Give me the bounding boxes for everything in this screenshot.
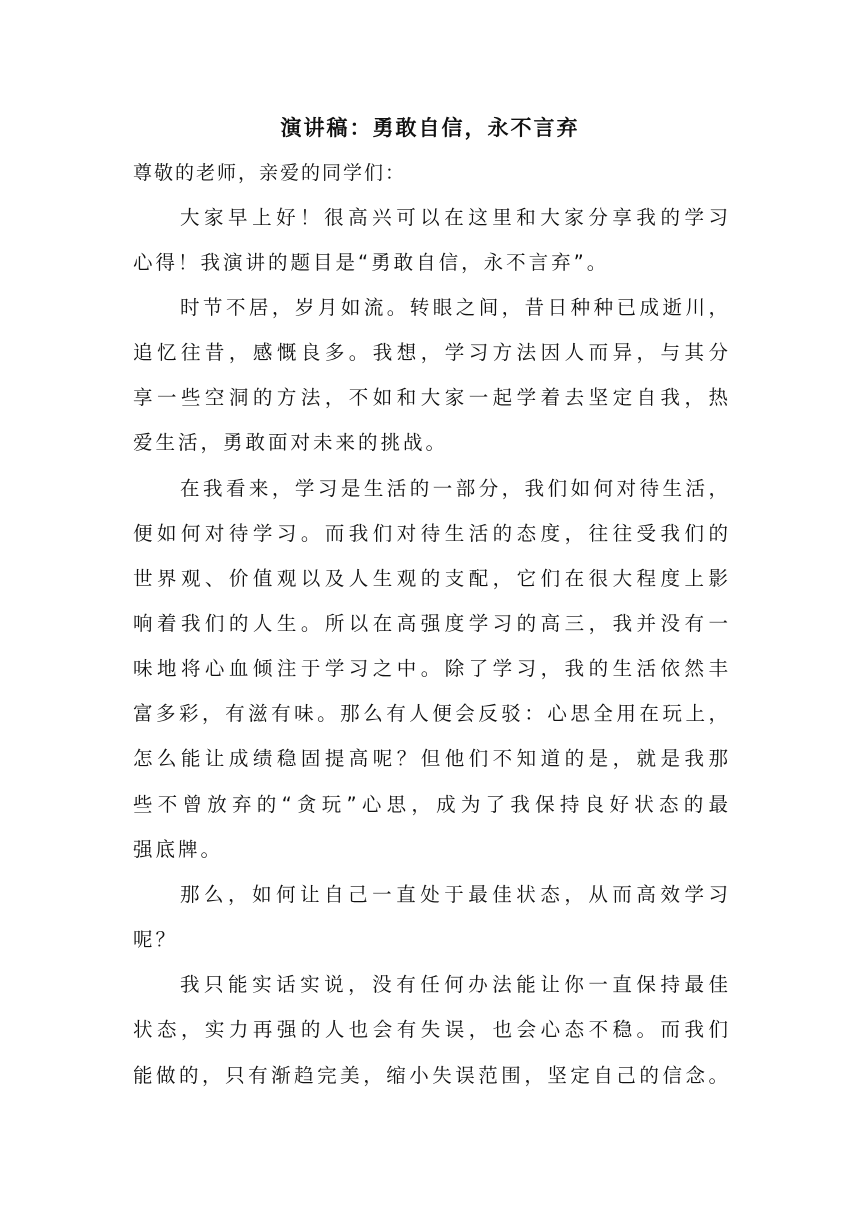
paragraph-5-line-3: 能做的，只有渐趋完美，缩小失误范围，坚定自己的信念。 [133, 1064, 728, 1087]
paragraph-3-line-3: 世界观、价值观以及人生观的支配，它们在很大程度上影 [133, 567, 728, 590]
paragraph-2-line-4: 爱生活，勇敢面对未来的挑战。 [133, 431, 449, 454]
paragraph-3-line-4: 响着我们的人生。所以在高强度学习的高三，我并没有一 [133, 612, 728, 635]
paragraph-3-line-9: 强底牌。 [133, 838, 224, 861]
paragraph-5-line-2: 状态，实力再强的人也会有失误，也会心态不稳。而我们 [133, 1018, 728, 1041]
paragraph-3-line-7: 怎么能让成绩稳固提高呢？但他们不知道的是，就是我那 [133, 747, 728, 770]
paragraph-3-line-1: 在我看来，学习是生活的一部分，我们如何对待生活， [180, 477, 728, 500]
document-title: 演讲稿：勇敢自信，永不言弃 [280, 116, 580, 140]
paragraph-3-line-5: 味地将心血倾注于学习之中。除了学习，我的生活依然丰 [133, 657, 728, 680]
paragraph-3-line-6: 富多彩，有滋有味。那么有人便会反驳：心思全用在玩上， [133, 702, 728, 725]
paragraph-2-line-2: 追忆往昔，感慨良多。我想，学习方法因人而异，与其分 [133, 341, 728, 364]
salutation: 尊敬的老师，亲爱的同学们： [133, 162, 407, 184]
paragraph-3-line-8: 些不曾放弃的“贪玩”心思，成为了我保持良好状态的最 [133, 793, 728, 816]
paragraph-2-line-1: 时节不居，岁月如流。转眼之间，昔日种种已成逝川， [180, 296, 728, 319]
paragraph-1-line-2: 心得！我演讲的题目是“勇敢自信，永不言弃”。 [133, 251, 610, 274]
paragraph-5-line-1: 我只能实话实说，没有任何办法能让你一直保持最佳 [180, 973, 728, 996]
paragraph-1-line-1: 大家早上好！很高兴可以在这里和大家分享我的学习 [180, 206, 728, 229]
paragraph-3-line-2: 便如何对待学习。而我们对待生活的态度，往往受我们的 [133, 522, 728, 545]
paragraph-4-line-2: 呢？ [133, 928, 179, 951]
paragraph-4-line-1: 那么，如何让自己一直处于最佳状态，从而高效学习 [180, 883, 728, 906]
paragraph-2-line-3: 享一些空洞的方法，不如和大家一起学着去坚定自我，热 [133, 386, 728, 409]
